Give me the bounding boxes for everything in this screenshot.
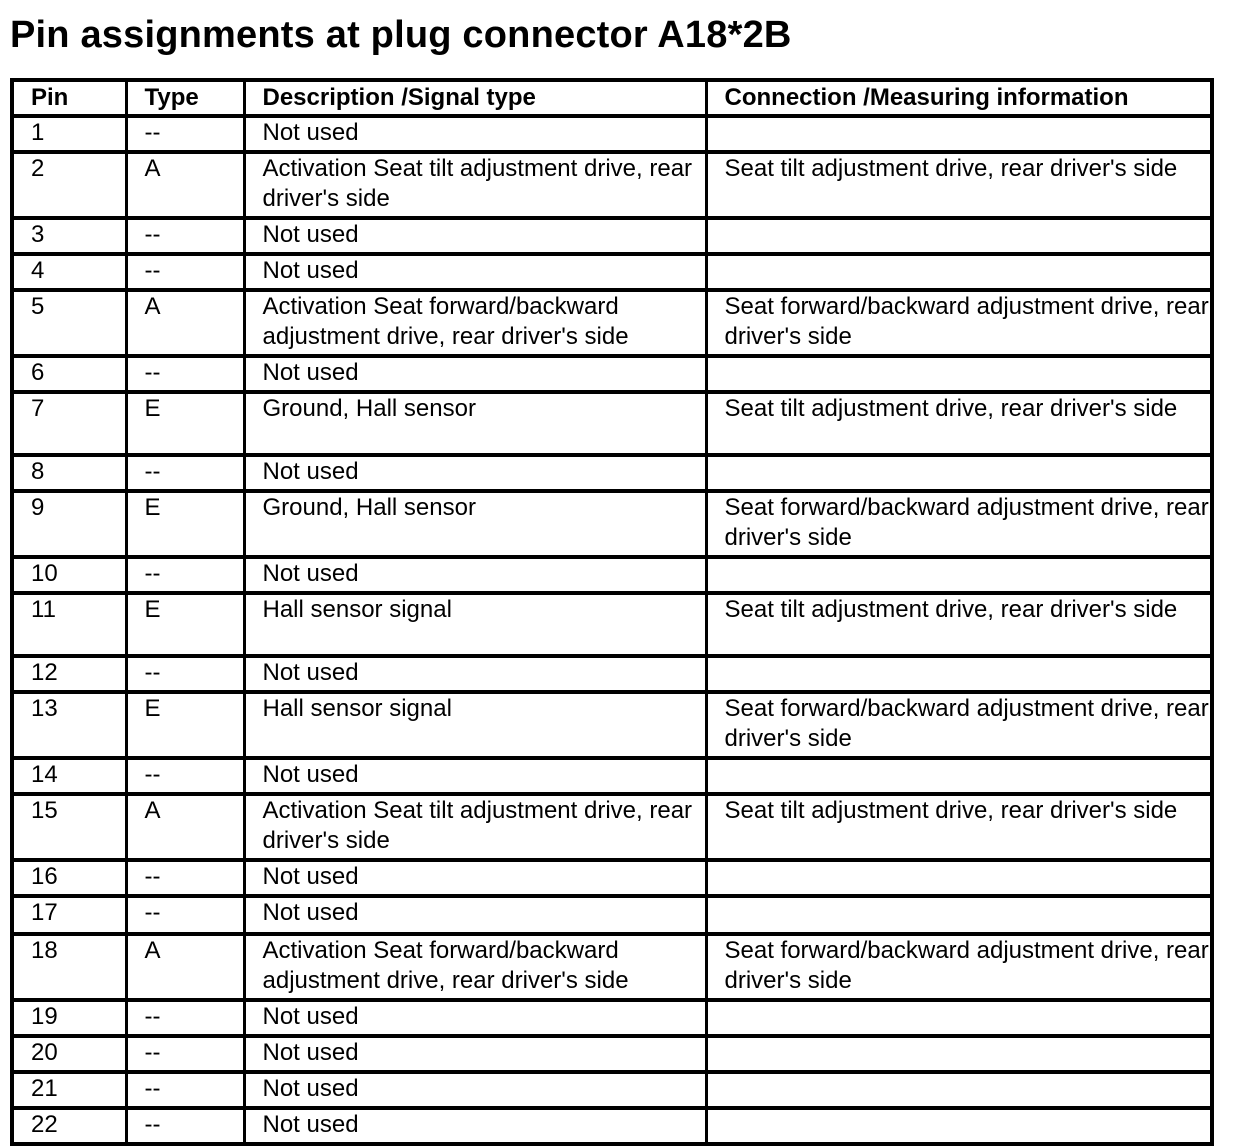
table-row (12, 254, 1212, 290)
cell-connection: Seat tilt adjustment drive, rear driver's side (706, 593, 1212, 656)
cell-pin: 10 (12, 557, 126, 593)
cell-description: Not used (244, 860, 706, 896)
table-row (12, 1000, 1212, 1036)
cell-pin: 14 (12, 758, 126, 794)
table-row (12, 1036, 1212, 1072)
cell-pin: 22 (12, 1108, 126, 1144)
cell-pin: 20 (12, 1036, 126, 1072)
cell-description: Not used (244, 1036, 706, 1072)
cell-type: -- (126, 557, 244, 593)
cell-pin: 17 (12, 896, 126, 934)
cell-connection: Seat tilt adjustment drive, rear driver's side (706, 794, 1212, 860)
cell-type: E (126, 392, 244, 455)
table-row (12, 356, 1212, 392)
cell-connection: Seat forward/backward adjustment drive, rear driver's side (706, 692, 1212, 758)
table-row (12, 557, 1212, 593)
cell-pin: 21 (12, 1072, 126, 1108)
table-row (12, 455, 1212, 491)
cell-connection: Seat tilt adjustment drive, rear driver's side (706, 392, 1212, 455)
cell-description: Hall sensor signal (244, 593, 706, 656)
cell-description: Not used (244, 116, 706, 152)
cell-type: A (126, 934, 244, 1000)
table-row (12, 593, 1212, 656)
cell-type: -- (126, 656, 244, 692)
cell-type: -- (126, 1108, 244, 1144)
cell-description: Not used (244, 1000, 706, 1036)
cell-connection (706, 896, 1212, 934)
cell-description: Not used (244, 656, 706, 692)
header-connection: Connection /Measuring information (706, 80, 1212, 116)
cell-type: -- (126, 896, 244, 934)
cell-connection (706, 1000, 1212, 1036)
cell-pin: 2 (12, 152, 126, 218)
cell-description: Ground, Hall sensor (244, 392, 706, 455)
cell-connection (706, 557, 1212, 593)
cell-description: Not used (244, 1108, 706, 1144)
cell-pin: 16 (12, 860, 126, 896)
cell-connection (706, 254, 1212, 290)
cell-description: Not used (244, 254, 706, 290)
cell-description: Activation Seat forward/backward adjustment drive, rear driver's side (244, 934, 706, 1000)
cell-type: -- (126, 1000, 244, 1036)
table-row (12, 1108, 1212, 1144)
cell-pin: 6 (12, 356, 126, 392)
header-pin: Pin (12, 80, 126, 116)
cell-type: -- (126, 860, 244, 896)
table-row (12, 290, 1212, 356)
cell-type: A (126, 794, 244, 860)
cell-pin: 18 (12, 934, 126, 1000)
cell-type: -- (126, 116, 244, 152)
cell-pin: 3 (12, 218, 126, 254)
cell-description: Not used (244, 1072, 706, 1108)
cell-description: Not used (244, 557, 706, 593)
table-row (12, 392, 1212, 455)
cell-connection (706, 455, 1212, 491)
cell-pin: 13 (12, 692, 126, 758)
table-row (12, 794, 1212, 860)
table-row (12, 896, 1212, 934)
cell-description: Not used (244, 218, 706, 254)
table-row (12, 218, 1212, 254)
header-type: Type (126, 80, 244, 116)
cell-description: Not used (244, 455, 706, 491)
cell-connection (706, 656, 1212, 692)
cell-description: Hall sensor signal (244, 692, 706, 758)
cell-connection (706, 1108, 1212, 1144)
table-row (12, 758, 1212, 794)
cell-type: A (126, 152, 244, 218)
cell-type: -- (126, 254, 244, 290)
cell-connection (706, 860, 1212, 896)
cell-connection: Seat forward/backward adjustment drive, rear driver's side (706, 491, 1212, 557)
cell-pin: 8 (12, 455, 126, 491)
cell-description: Not used (244, 356, 706, 392)
cell-description: Not used (244, 758, 706, 794)
cell-type: A (126, 290, 244, 356)
cell-description: Activation Seat tilt adjustment drive, rear driver's side (244, 152, 706, 218)
cell-connection: Seat forward/backward adjustment drive, rear driver's side (706, 290, 1212, 356)
page-title: Pin assignments at plug connector A18*2B (10, 14, 792, 56)
cell-pin: 19 (12, 1000, 126, 1036)
cell-connection: Seat tilt adjustment drive, rear driver's side (706, 152, 1212, 218)
cell-connection (706, 116, 1212, 152)
cell-pin: 1 (12, 116, 126, 152)
cell-pin: 7 (12, 392, 126, 455)
cell-pin: 9 (12, 491, 126, 557)
table-row (12, 934, 1212, 1000)
cell-description: Ground, Hall sensor (244, 491, 706, 557)
cell-type: -- (126, 356, 244, 392)
table-row (12, 656, 1212, 692)
cell-connection (706, 1036, 1212, 1072)
cell-connection: Seat forward/backward adjustment drive, rear driver's side (706, 934, 1212, 1000)
cell-pin: 11 (12, 593, 126, 656)
table-row (12, 1072, 1212, 1108)
table-header-row (12, 80, 1212, 116)
cell-pin: 5 (12, 290, 126, 356)
cell-type: E (126, 491, 244, 557)
cell-description: Activation Seat forward/backward adjustment drive, rear driver's side (244, 290, 706, 356)
table-row (12, 152, 1212, 218)
cell-description: Not used (244, 896, 706, 934)
pin-assignment-table (10, 78, 1214, 1146)
cell-description: Activation Seat tilt adjustment drive, rear driver's side (244, 794, 706, 860)
table-row (12, 491, 1212, 557)
table-row (12, 860, 1212, 896)
cell-connection (706, 1072, 1212, 1108)
header-description: Description /Signal type (244, 80, 706, 116)
cell-pin: 4 (12, 254, 126, 290)
cell-type: -- (126, 218, 244, 254)
cell-pin: 12 (12, 656, 126, 692)
cell-type: -- (126, 455, 244, 491)
cell-connection (706, 218, 1212, 254)
table-row (12, 116, 1212, 152)
cell-connection (706, 356, 1212, 392)
cell-type: -- (126, 1036, 244, 1072)
cell-type: E (126, 593, 244, 656)
cell-type: E (126, 692, 244, 758)
cell-type: -- (126, 758, 244, 794)
cell-type: -- (126, 1072, 244, 1108)
cell-connection (706, 758, 1212, 794)
cell-pin: 15 (12, 794, 126, 860)
table-row (12, 692, 1212, 758)
